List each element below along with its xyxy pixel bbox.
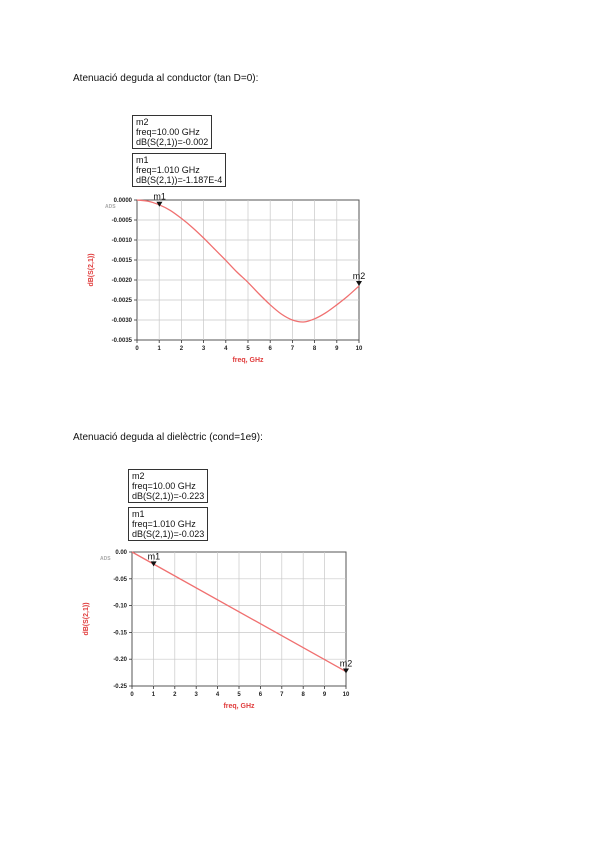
x-tick-label: 3 xyxy=(194,692,198,698)
x-axis-label: freq, GHz xyxy=(223,703,255,710)
marker-name: m2 xyxy=(136,117,149,127)
x-tick-label: 8 xyxy=(301,692,305,698)
x-tick-label: 6 xyxy=(258,692,263,698)
y-tick-label: -0.0030 xyxy=(111,318,132,324)
x-tick-label: 3 xyxy=(201,346,206,352)
x-tick-label: 5 xyxy=(246,346,250,352)
marker-m1-label: m1 xyxy=(153,191,166,202)
x-tick-label: 9 xyxy=(322,692,327,698)
ads-watermark: ADS xyxy=(105,204,116,210)
y-axis-label: dB(S(2,1)) xyxy=(83,602,90,636)
x-axis-label: freq, GHz xyxy=(232,357,264,364)
y-tick-label: -0.0005 xyxy=(111,218,132,224)
x-tick-label: 5 xyxy=(237,692,241,698)
marker-freq: freq=10.00 GHz xyxy=(136,127,200,137)
x-tick-label: 6 xyxy=(268,346,272,352)
marker-value: dB(S(2,1))=-0.002 xyxy=(136,137,209,147)
marker-name: m2 xyxy=(132,471,145,481)
marker-value: dB(S(2,1))=-0.223 xyxy=(132,491,205,501)
x-tick-label: 10 xyxy=(355,346,363,352)
x-tick-label: 2 xyxy=(173,692,177,698)
y-tick-label: 0.00 xyxy=(115,550,127,556)
y-axis-label: dB(S(2,1)) xyxy=(88,253,95,287)
y-tick-label: -0.15 xyxy=(113,630,127,637)
marker-value: dB(S(2,1))=-1.187E-4 xyxy=(136,175,223,185)
heading-conductor: Atenuació deguda al conductor (tan D=0): xyxy=(73,73,259,84)
marker-m2-label: m2 xyxy=(339,658,353,669)
x-tick-label: 4 xyxy=(224,346,228,352)
y-tick-label: -0.20 xyxy=(113,657,127,664)
x-tick-label: 1 xyxy=(157,346,161,352)
marker-freq: freq=1.010 GHz xyxy=(136,165,200,175)
x-tick-label: 0 xyxy=(135,346,139,352)
x-tick-label: 9 xyxy=(335,346,339,352)
x-tick-label: 8 xyxy=(312,346,317,352)
marker-freq: freq=10.00 GHz xyxy=(132,481,196,491)
marker-name: m1 xyxy=(136,155,149,165)
heading-dielectric: Atenuació deguda al dielèctric (cond=1e9): xyxy=(73,432,263,443)
ads-watermark: ADS xyxy=(100,556,111,562)
marker-m2-label: m2 xyxy=(352,271,366,281)
y-tick-label: -0.25 xyxy=(113,684,127,690)
x-tick-label: 4 xyxy=(215,692,220,698)
marker-freq: freq=1.010 GHz xyxy=(132,519,196,529)
y-tick-label: -0.0020 xyxy=(111,278,132,284)
y-tick-label: -0.0015 xyxy=(111,258,132,264)
x-tick-label: 2 xyxy=(179,346,184,352)
y-tick-label: -0.05 xyxy=(113,576,127,583)
x-tick-label: 7 xyxy=(280,692,284,698)
x-tick-label: 1 xyxy=(151,692,156,698)
x-tick-label: 7 xyxy=(290,346,295,352)
marker-value: dB(S(2,1))=-0.023 xyxy=(132,529,205,539)
y-tick-label: -0.10 xyxy=(113,603,127,610)
y-tick-label: -0.0010 xyxy=(111,238,132,244)
marker-m1-label: m1 xyxy=(147,551,161,562)
y-tick-label: -0.0035 xyxy=(111,338,132,344)
x-tick-label: 10 xyxy=(342,692,350,698)
y-tick-label: -0.0025 xyxy=(111,298,132,304)
y-tick-label: 0.0000 xyxy=(113,198,132,204)
x-tick-label: 0 xyxy=(130,692,134,698)
marker-name: m1 xyxy=(132,509,145,519)
